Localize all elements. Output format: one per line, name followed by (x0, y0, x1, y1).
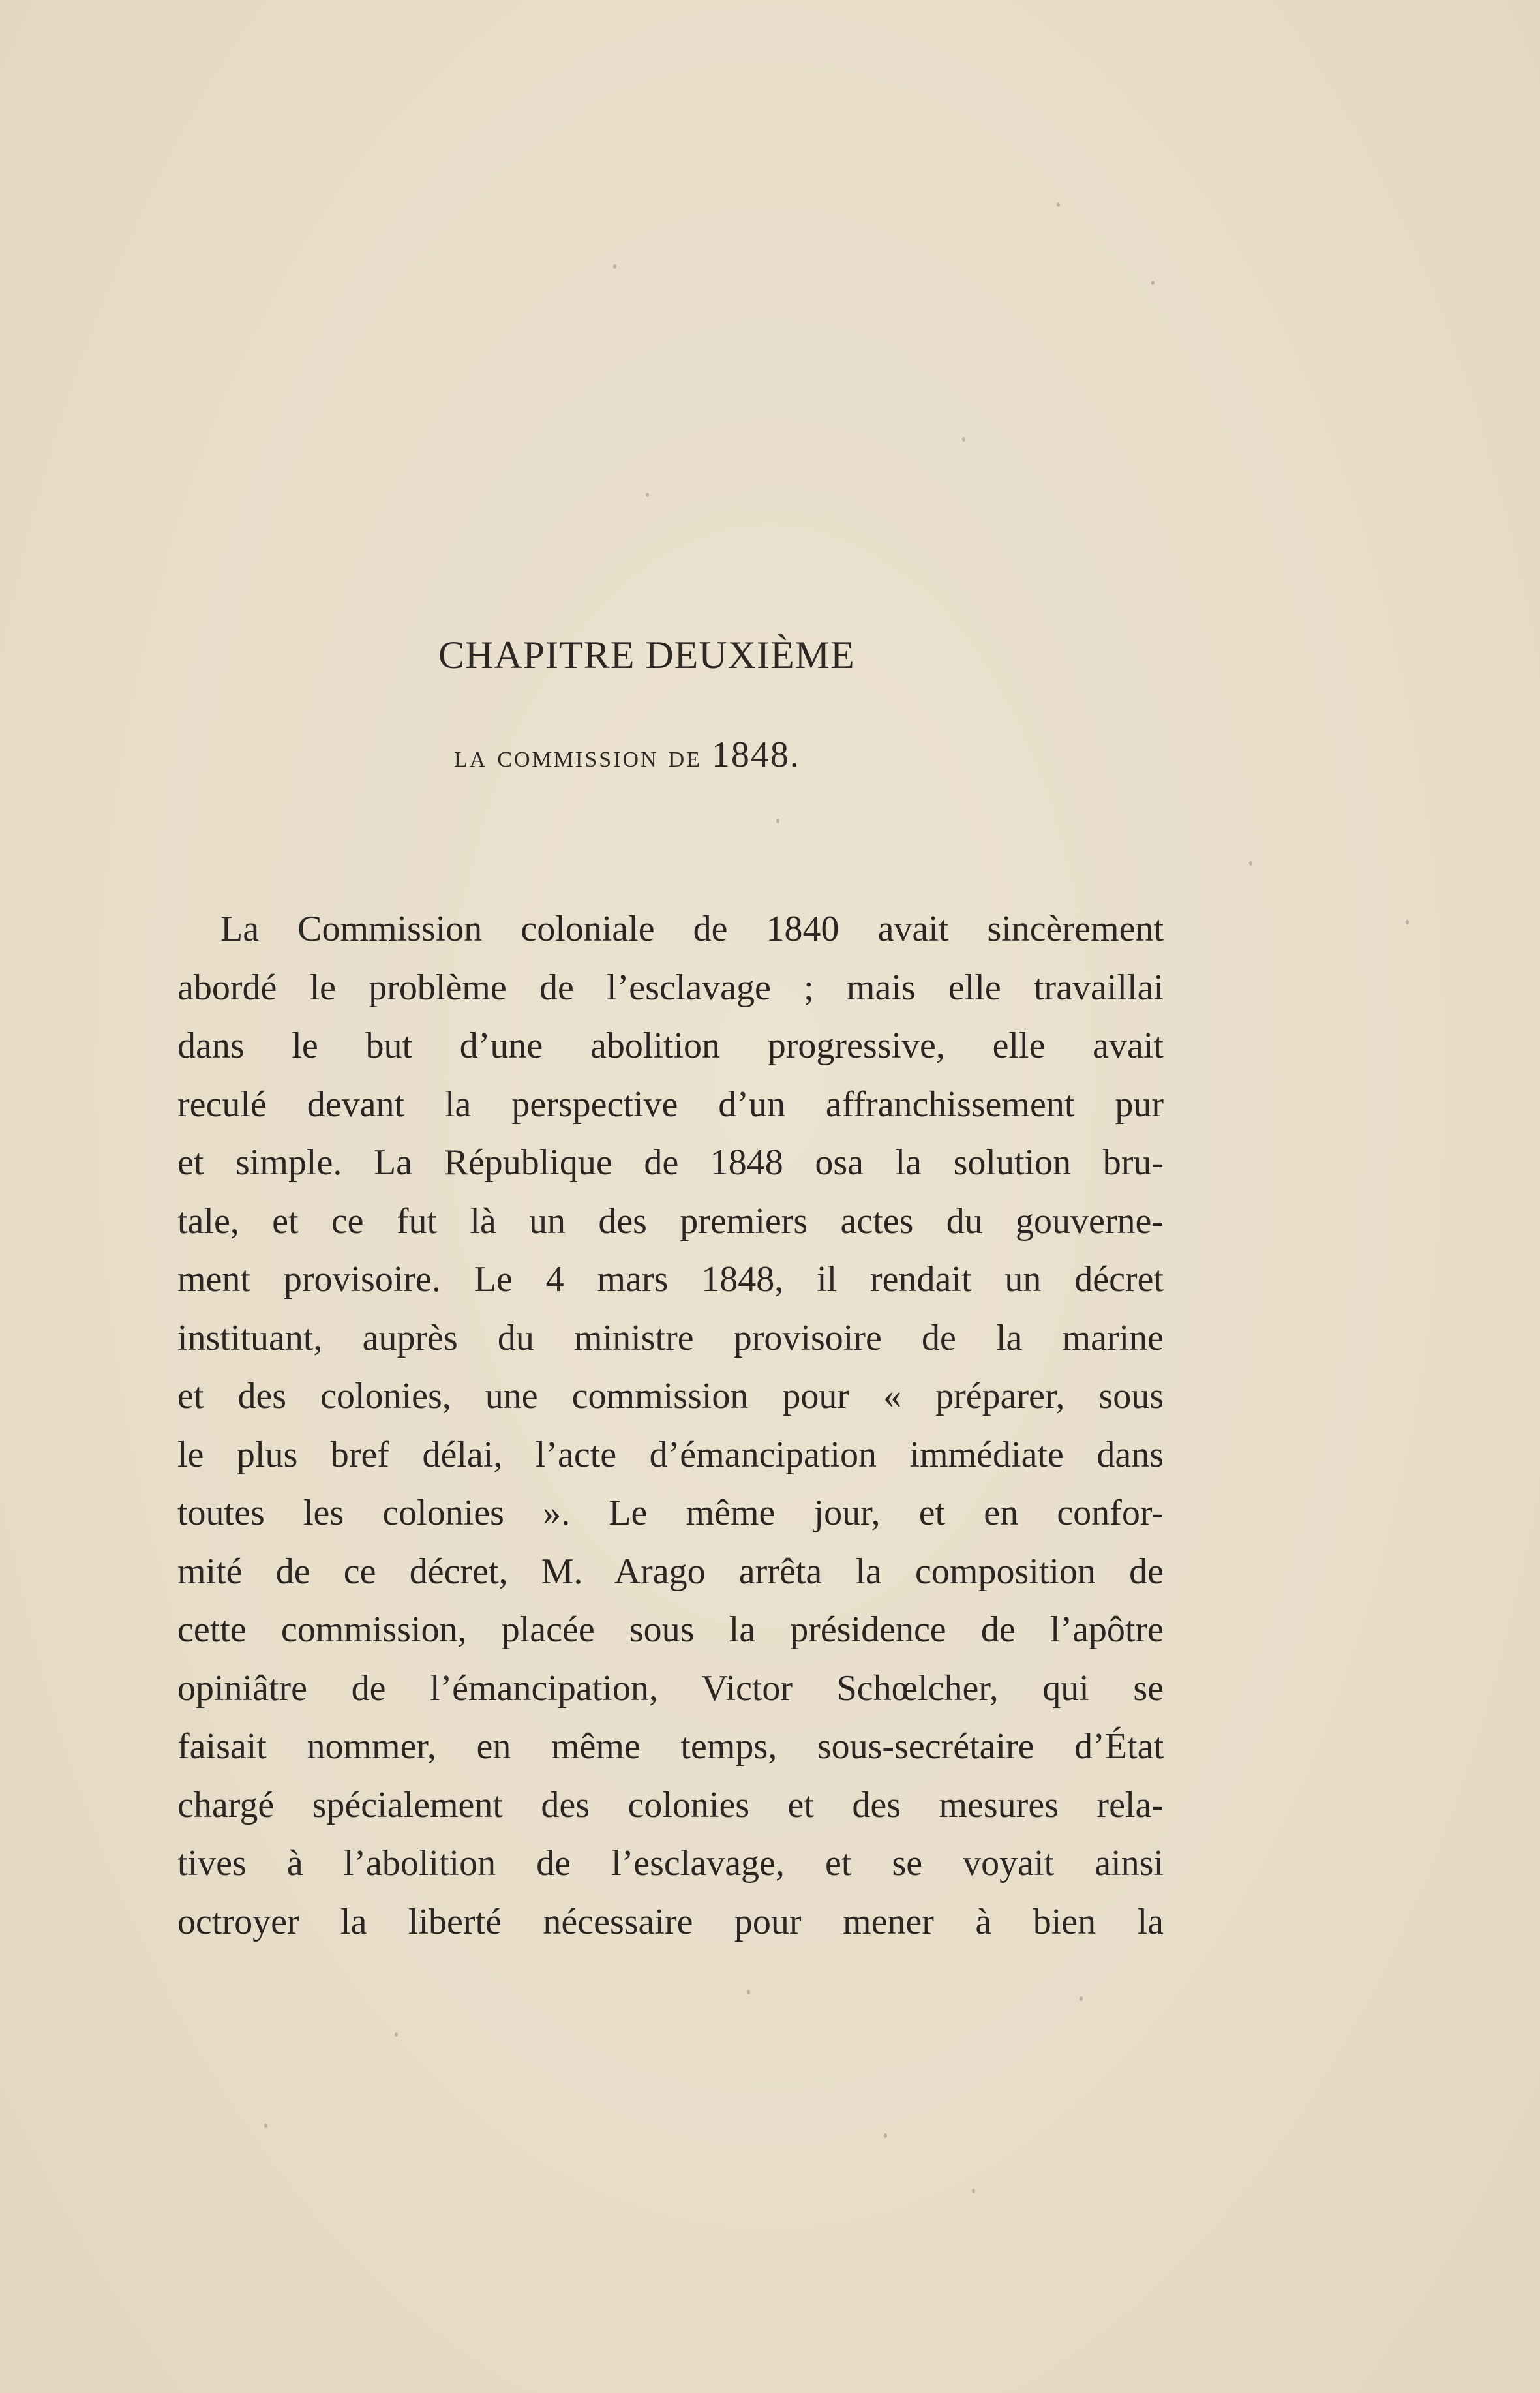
paper-speck (646, 493, 649, 497)
paper-speck (613, 264, 616, 269)
text-line: mité de ce décret, M. Arago arrêta la composition de (177, 1551, 1164, 1592)
body-paragraph (177, 900, 1164, 1951)
paper-speck (395, 2032, 398, 2037)
text-line: cette commission, placée sous la présidence de l’apôtre (177, 1609, 1164, 1650)
text-line: octroyer la liberté nécessaire pour mener à bien la (177, 1901, 1164, 1942)
section-title-year: 1848. (711, 735, 800, 775)
text-line: reculé devant la perspective d’un affranchissement pur (177, 1084, 1164, 1125)
section-title (454, 734, 800, 776)
text-line: et simple. La République de 1848 osa la solution bru- (177, 1142, 1164, 1183)
paper-speck (1057, 202, 1060, 207)
paper-speck (1151, 281, 1155, 285)
text-line: et des colonies, une commission pour « préparer, sous (177, 1376, 1164, 1416)
text-line: opiniâtre de l’émancipation, Victor Schœlcher, qui se (177, 1668, 1164, 1709)
paper-speck (884, 2133, 887, 2138)
paper-speck (1080, 1996, 1083, 2001)
paper-speck (972, 2189, 975, 2193)
text-line: faisait nommer, en même temps, sous-secrétaire d’État (177, 1726, 1164, 1767)
text-line: abordé le problème de l’esclavage ; mais elle travaillai (177, 967, 1164, 1008)
paper-speck (1249, 861, 1252, 866)
text-line: dans le but d’une abolition progressive, elle avait (177, 1026, 1164, 1066)
text-line: chargé spécialement des colonies et des mesures rela- (177, 1784, 1164, 1825)
paper-speck (1406, 920, 1409, 924)
text-line: ment provisoire. Le 4 mars 1848, il rendait un décret (177, 1259, 1164, 1300)
paper-speck (747, 1990, 750, 1994)
text-line: instituant, auprès du ministre provisoire de la marine (177, 1317, 1164, 1358)
paper-speck (962, 437, 965, 442)
text-line: toutes les colonies ». Le même jour, et en confor- (177, 1493, 1164, 1533)
chapter-title: CHAPITRE DEUXIÈME (438, 633, 855, 677)
text-line: le plus bref délai, l’acte d’émancipation immédiate dans (177, 1434, 1164, 1475)
paper-speck (776, 819, 779, 823)
text-line: La Commission coloniale de 1840 avait sincèrement (220, 909, 1164, 949)
paper-speck (264, 2124, 267, 2128)
text-line: tives à l’abolition de l’esclavage, et se voyait ainsi (177, 1843, 1164, 1883)
text-line: tale, et ce fut là un des premiers actes du gouverne- (177, 1200, 1164, 1242)
section-title-text: la commission de (454, 739, 702, 774)
